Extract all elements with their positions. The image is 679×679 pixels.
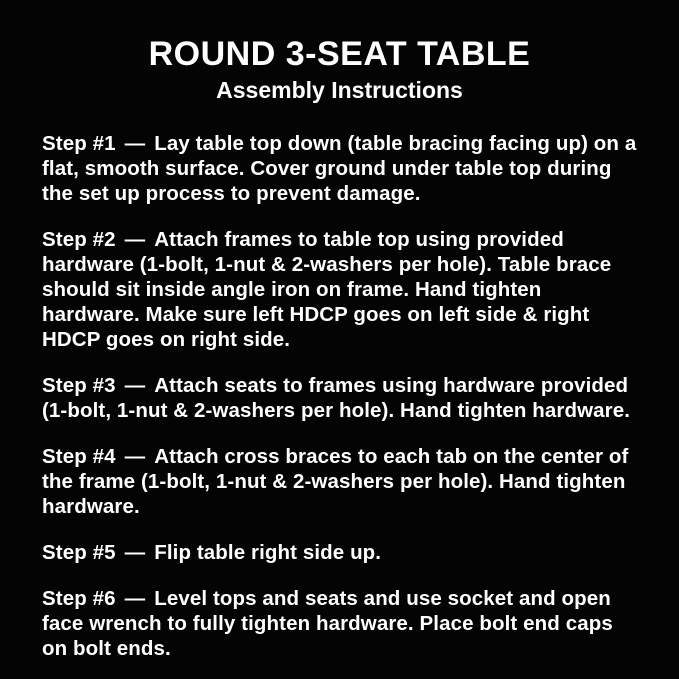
- step-2-label: Step #2: [42, 227, 116, 251]
- step-2-separator: —: [124, 227, 146, 251]
- step-2-text: Attach frames to table top using provided hardware (1-bolt, 1-nut & 2-washers per hole). Table brace should sit inside angle iron on frame. Hand tighten hardware. Make sure left HDCP goes on left side & right HDCP goes on right side.: [42, 227, 612, 351]
- step-1-separator: —: [124, 131, 146, 155]
- step-1-label: Step #1: [42, 131, 116, 155]
- step-3-separator: —: [124, 373, 146, 397]
- step-6-label: Step #6: [42, 586, 116, 610]
- step-5-label: Step #5: [42, 540, 116, 564]
- step-2-paragraph: [42, 227, 639, 352]
- page-title: ROUND 3-SEAT TABLE: [148, 35, 531, 73]
- page-subtitle: Assembly Instructions: [216, 77, 463, 104]
- step-4-text: Attach cross braces to each tab on the center of the frame (1-bolt, 1-nut & 2-washers per hole). Hand tighten hardware.: [42, 444, 629, 518]
- step-1-text: Lay table top down (table bracing facing up) on a flat, smooth surface. Cover ground under table top during the set up process to prevent damage.: [42, 131, 637, 205]
- step-6-text: Level tops and seats and use socket and open face wrench to fully tighten hardware. Place bolt end caps on bolt ends.: [42, 586, 613, 660]
- step-1-paragraph: [42, 131, 639, 206]
- poster-header: [0, 0, 679, 105]
- step-6-paragraph: [42, 586, 639, 661]
- step-3-text: Attach seats to frames using hardware provided (1-bolt, 1-nut & 2-washers per hole). Hand tighten hardware.: [42, 373, 631, 422]
- step-3-paragraph: [42, 373, 639, 423]
- step-3-label: Step #3: [42, 373, 116, 397]
- step-4-label: Step #4: [42, 444, 116, 468]
- step-6-separator: —: [124, 586, 146, 610]
- steps-list: [42, 131, 639, 661]
- step-4-paragraph: [42, 444, 639, 519]
- step-5-paragraph: [42, 540, 639, 565]
- step-4-separator: —: [124, 444, 146, 468]
- step-5-separator: —: [124, 540, 146, 564]
- step-5-text: Flip table right side up.: [154, 540, 382, 564]
